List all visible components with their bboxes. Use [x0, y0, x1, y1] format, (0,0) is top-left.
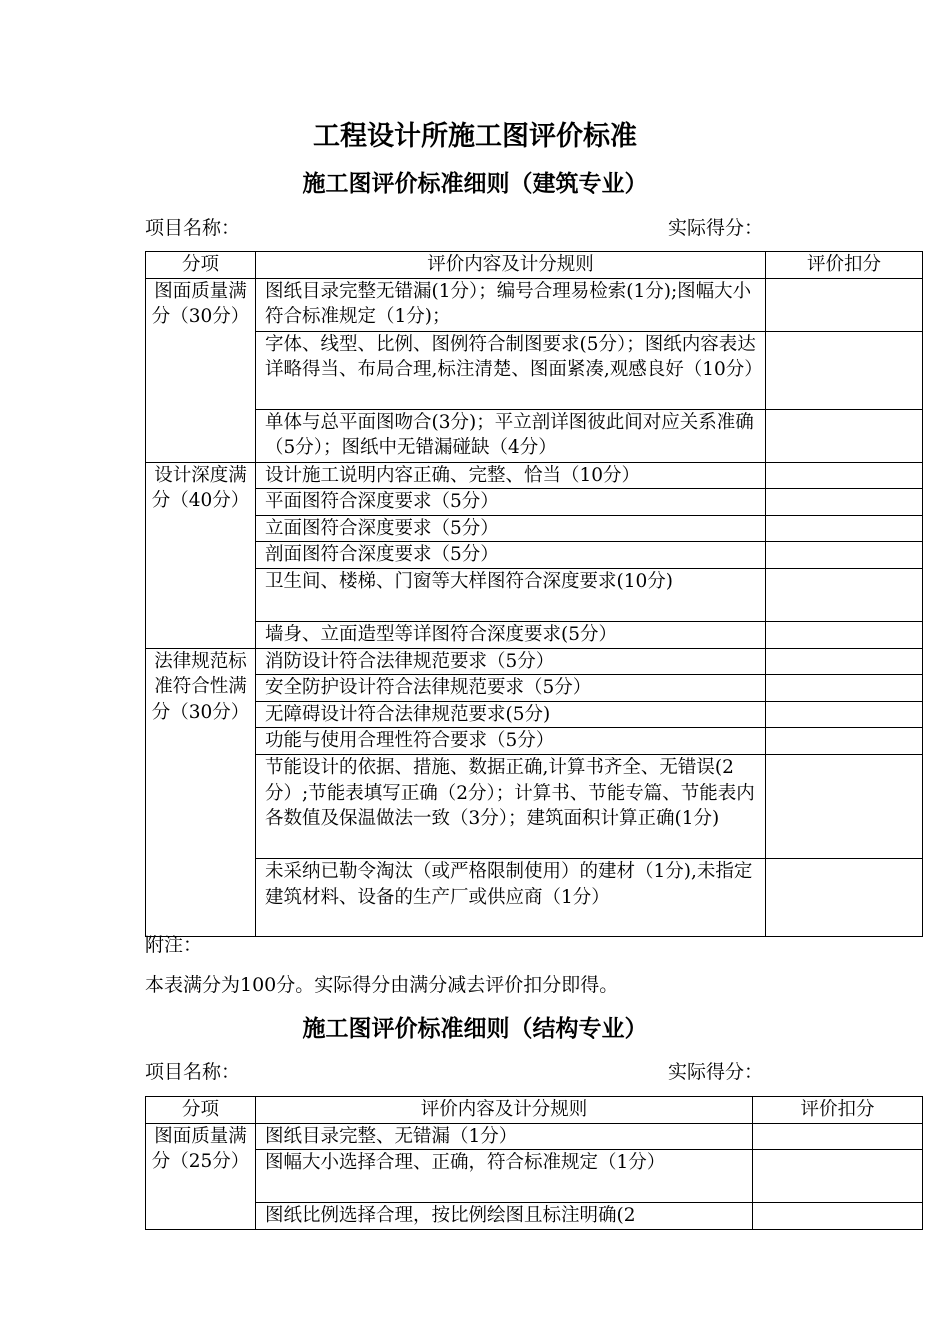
table-row: [146, 278, 923, 331]
content-cell: 设计施工说明内容正确、完整、恰当（10分）: [256, 462, 766, 489]
evaluation-table-structure: [145, 1096, 923, 1230]
content-cell: 安全防护设计符合法律规范要求（5分）: [256, 675, 766, 702]
table-row: [146, 568, 923, 621]
deduction-cell[interactable]: [766, 754, 923, 858]
table-row: [146, 331, 923, 409]
deduction-cell[interactable]: [753, 1203, 923, 1230]
deduction-cell[interactable]: [753, 1123, 923, 1150]
content-cell: 立面图符合深度要求（5分）: [256, 515, 766, 542]
deduction-cell[interactable]: [766, 675, 923, 702]
header-deduction: 评价扣分: [753, 1097, 923, 1124]
page-title: 工程设计所施工图评价标准: [313, 121, 637, 152]
header-content: 评价内容及计分规则: [256, 1097, 753, 1124]
deduction-cell[interactable]: [766, 542, 923, 569]
content-cell: 平面图符合深度要求（5分）: [256, 489, 766, 516]
header-content: 评价内容及计分规则: [256, 252, 766, 279]
table-header-row: [146, 252, 923, 279]
section-title-structure: 施工图评价标准细则（结构专业）: [302, 1015, 648, 1042]
deduction-cell[interactable]: [766, 568, 923, 621]
deduction-cell[interactable]: [766, 489, 923, 516]
content-cell: 未采纳已勒令淘汰（或严格限制使用）的建材（1分),未指定建筑材料、设备的生产厂或供应商（1分）: [256, 858, 766, 936]
table-row: [146, 1123, 923, 1150]
category-cell: 设计深度满分（40分）: [146, 462, 256, 648]
content-cell: 节能设计的依据、措施、数据正确,计算书齐全、无错误(2分）;节能表填写正确（2分）；计算书、节能专篇、节能表内各数值及保温做法一致（3分）；建筑面积计算正确(1分): [256, 754, 766, 858]
content-cell: 剖面图符合深度要求（5分）: [256, 542, 766, 569]
table-row: [146, 675, 923, 702]
content-cell: 字体、线型、比例、图例符合制图要求(5分）；图纸内容表达详略得当、布局合理,标注清楚、图面紧凑,观感良好（10分）: [256, 331, 766, 409]
content-cell: 单体与总平面图吻合(3分)；平立剖详图彼此间对应关系准确（5分）；图纸中无错漏碰缺（4分）: [256, 409, 766, 462]
table-header-row: [146, 1097, 923, 1124]
category-cell: 图面质量满分（30分）: [146, 278, 256, 462]
header-deduction: 评价扣分: [766, 252, 923, 279]
note-text: 本表满分为100分。实际得分由满分减去评价扣分即得。: [145, 974, 619, 996]
deduction-cell[interactable]: [766, 331, 923, 409]
category-cell: 图面质量满分（25分）: [146, 1123, 256, 1229]
deduction-cell[interactable]: [766, 728, 923, 755]
content-cell: 功能与使用合理性符合要求（5分）: [256, 728, 766, 755]
content-cell: 卫生间、楼梯、门窗等大样图符合深度要求(10分): [256, 568, 766, 621]
deduction-cell[interactable]: [766, 858, 923, 936]
table-row: [146, 648, 923, 675]
section-title-architecture: 施工图评价标准细则（建筑专业）: [302, 170, 648, 197]
actual-score-label: 实际得分：: [668, 1061, 764, 1083]
table-row: [146, 542, 923, 569]
content-cell: 墙身、立面造型等详图符合深度要求(5分）: [256, 621, 766, 648]
deduction-cell[interactable]: [766, 462, 923, 489]
table-row: [146, 754, 923, 858]
content-cell: 图纸比例选择合理，按比例绘图且标注明确(2: [256, 1203, 753, 1230]
table-row: [146, 462, 923, 489]
table-row: [146, 728, 923, 755]
evaluation-table-architecture: [145, 251, 923, 937]
note-label: 附注：: [145, 934, 203, 956]
table-row: [146, 1203, 923, 1230]
actual-score-label: 实际得分：: [668, 217, 764, 239]
content-cell: 图幅大小选择合理、正确，符合标准规定（1分）: [256, 1150, 753, 1203]
project-name-label: 项目名称：: [145, 1061, 241, 1083]
deduction-cell[interactable]: [766, 701, 923, 728]
table-row: [146, 621, 923, 648]
table-row: [146, 409, 923, 462]
deduction-cell[interactable]: [766, 621, 923, 648]
category-cell: 法律规范标准符合性满分（30分）: [146, 648, 256, 936]
deduction-cell[interactable]: [753, 1150, 923, 1203]
deduction-cell[interactable]: [766, 409, 923, 462]
deduction-cell[interactable]: [766, 278, 923, 331]
table-row: [146, 701, 923, 728]
table-row: [146, 489, 923, 516]
header-category: 分项: [146, 252, 256, 279]
deduction-cell[interactable]: [766, 515, 923, 542]
header-category: 分项: [146, 1097, 256, 1124]
content-cell: 消防设计符合法律规范要求（5分）: [256, 648, 766, 675]
content-cell: 图纸目录完整、无错漏（1分）: [256, 1123, 753, 1150]
table-row: [146, 858, 923, 936]
content-cell: 无障碍设计符合法律规范要求(5分): [256, 701, 766, 728]
table-row: [146, 1150, 923, 1203]
content-cell: 图纸目录完整无错漏(1分）；编号合理易检索(1分);图幅大小符合标准规定（1分)；: [256, 278, 766, 331]
deduction-cell[interactable]: [766, 648, 923, 675]
project-name-label: 项目名称：: [145, 217, 241, 239]
table-row: [146, 515, 923, 542]
